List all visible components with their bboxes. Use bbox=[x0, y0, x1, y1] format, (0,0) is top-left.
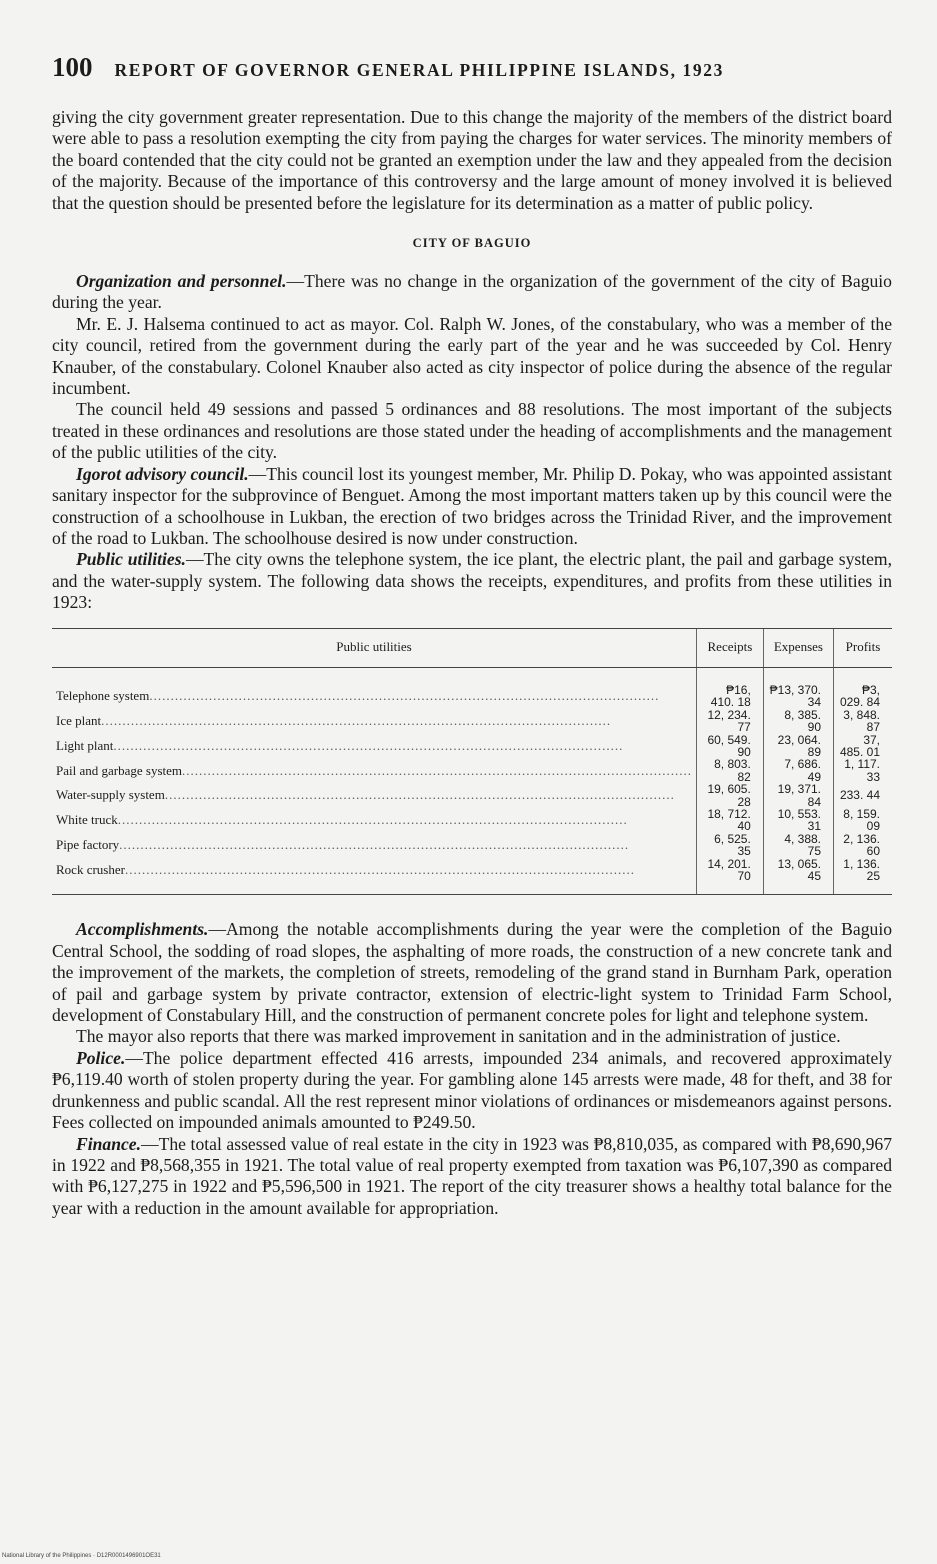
profits-cell: 1, 117. 33 bbox=[834, 758, 892, 783]
document-page bbox=[52, 52, 892, 1219]
utility-name bbox=[52, 758, 697, 783]
profits-cell: 2, 136. 60 bbox=[834, 833, 892, 858]
header-public-utilities: Public utilities bbox=[52, 628, 697, 667]
utility-name bbox=[52, 667, 697, 708]
running-head: REPORT OF GOVERNOR GENERAL PHILIPPINE ISLANDS, 1923 bbox=[114, 60, 724, 80]
utilities-lead: Public utilities. bbox=[76, 549, 186, 570]
profits-cell: 8, 159. 09 bbox=[834, 808, 892, 833]
table-row bbox=[52, 833, 892, 858]
leader-dots: ........................................................................................................................ bbox=[124, 861, 635, 877]
utility-name-text: White truck bbox=[56, 812, 118, 828]
table-row bbox=[52, 808, 892, 833]
header-receipts: Receipts bbox=[697, 628, 764, 667]
utility-name-text: Ice plant bbox=[56, 712, 102, 728]
profits-cell: 233. 44 bbox=[834, 783, 892, 808]
table-row bbox=[52, 734, 892, 759]
accomplishments-text: —Among the notable accomplishments during the year were the completion of the Baguio Central School, the sodding of road slopes, the asphalting of more roads, the construction of a new concrete tank and the improvement of the markets, the completion of streets, remodeling of the grand stand in Burnham Park, operation of pail and garbage system by private contractor, extension of electric-light system to Trinidad Farm School, development of Constabulary Hill, and the construction of permanent concrete poles for light and telephone system. bbox=[52, 919, 892, 1026]
receipts-cell: ₱16, 410. 18 bbox=[697, 667, 764, 708]
accomplishments-lead: Accomplishments. bbox=[76, 919, 209, 940]
leader-dots: ........................................................................................................................ bbox=[101, 712, 612, 728]
leader-dots: ........................................................................................................................ bbox=[117, 812, 628, 828]
page-header bbox=[52, 52, 892, 83]
table-header-row bbox=[52, 628, 892, 667]
organization-text: —There was no change in the organization of the government of the city of Baguio during the year. bbox=[52, 271, 892, 313]
table-row bbox=[52, 758, 892, 783]
expenses-cell: 10, 553. 31 bbox=[763, 808, 833, 833]
sanitation-paragraph: The mayor also reports that there was marked improvement in sanitation and in the administration of justice. bbox=[76, 1026, 841, 1047]
page-number: 100 bbox=[52, 52, 93, 82]
finance-paragraph bbox=[52, 1134, 892, 1220]
leader-dots: ........................................................................................................................ bbox=[113, 737, 624, 753]
expenses-cell: 8, 385. 90 bbox=[763, 709, 833, 734]
utility-name-text: Light plant bbox=[56, 737, 114, 753]
mayor-paragraph: Mr. E. J. Halsema continued to act as mayor. Col. Ralph W. Jones, of the constabulary, who was a member of the city council, retired from the government during the early part of the year and he was succeeded by Col. Henry Knauber, of the constabulary. Colonel Knauber also acted as city inspector of police during the absence of the regular incumbent. bbox=[52, 313, 892, 399]
finance-text: —The total assessed value of real estate in the city in 1923 was ₱8,810,035, as compared with ₱8,690,967 in 1922 and ₱8,568,355 in 1921. The total value of real property exempted from taxation was ₱6,107,390 as compared with ₱6,127,275 in 1922 and ₱5,596,500 in 1921. The report of the city treasurer shows a healthy total balance for the year with a reduction in the amount available for appropriation. bbox=[52, 1133, 892, 1218]
igorot-text: —This council lost its youngest member, Mr. Philip D. Pokay, who was appointed assistant sanitary inspector for the subprovince of Benguet. Among the most important matters taken up by this council were the construction of a schoolhouse in Lukban, the erection of two bridges across the Trinidad River, and the improvement of the road to Lukban. The schoolhouse desired is now under construction. bbox=[52, 463, 892, 548]
utility-name bbox=[52, 734, 697, 759]
police-text: —The police department effected 416 arrests, impounded 234 animals, and recovered approximately ₱6,119.40 worth of stolen property during the year. For gambling alone 145 arrests were made, 48 for theft, and 38 for drunkenness and public scandal. All the rest represent minor violations of ordinances or misdemeanors against persons. Fees collected on impounded animals amounted to ₱249.50. bbox=[52, 1047, 892, 1133]
receipts-cell: 14, 201. 70 bbox=[697, 858, 764, 895]
utilities-table-wrap bbox=[52, 628, 892, 896]
utility-name bbox=[52, 783, 697, 808]
leader-dots: ........................................................................................................................ bbox=[164, 787, 675, 803]
organization-lead: Organization and personnel. bbox=[76, 271, 287, 292]
receipts-cell: 18, 712. 40 bbox=[697, 808, 764, 833]
section-title: CITY OF BAGUIO bbox=[412, 236, 532, 251]
table-row bbox=[52, 667, 892, 708]
expenses-cell: 13, 065. 45 bbox=[763, 858, 833, 895]
intro-paragraph: giving the city government greater representation. Due to this change the majority of the members of the district board were able to pass a resolution exempting the city from paying the charges for water services. The minority members of the board contended that the city could not be granted an exemption under the law and they appealed from the decision of the majority. Because of the importance of this controversy and the large amount of money involved it is believed that the question should be presented before the legislature for its determination as a matter of public policy. bbox=[52, 107, 892, 213]
table-row bbox=[52, 709, 892, 734]
organization-paragraph bbox=[52, 271, 892, 314]
table-row bbox=[52, 783, 892, 808]
profits-cell: ₱3, 029. 84 bbox=[834, 667, 892, 708]
profits-cell: 1, 136. 25 bbox=[834, 858, 892, 895]
utility-name bbox=[52, 858, 697, 895]
leader-dots: ........................................................................................................................ bbox=[149, 688, 660, 704]
profits-cell: 3, 848. 87 bbox=[834, 709, 892, 734]
utility-name-text: Telephone system bbox=[56, 688, 150, 704]
accomplishments-paragraph bbox=[52, 919, 892, 1026]
receipts-cell: 60, 549. 90 bbox=[697, 734, 764, 759]
footer-note: National Library of the Philippines · D12R0001496901OE31 bbox=[2, 1553, 161, 1559]
utilities-paragraph bbox=[52, 549, 892, 613]
igorot-paragraph bbox=[52, 464, 892, 550]
police-paragraph bbox=[52, 1048, 892, 1134]
header-expenses: Expenses bbox=[763, 628, 833, 667]
expenses-cell: ₱13, 370. 34 bbox=[763, 667, 833, 708]
profits-cell: 37, 485. 01 bbox=[834, 734, 892, 759]
utility-name bbox=[52, 808, 697, 833]
police-lead: Police. bbox=[76, 1047, 126, 1068]
leader-dots: ........................................................................................................................ bbox=[182, 762, 692, 778]
finance-lead: Finance. bbox=[76, 1133, 142, 1154]
receipts-cell: 6, 525. 35 bbox=[697, 833, 764, 858]
utilities-text: —The city owns the telephone system, the ice plant, the electric plant, the pail and garbage system, and the water-supply system. The following data shows the receipts, expenditures, and profits from these utilities in 1923: bbox=[52, 549, 893, 613]
expenses-cell: 23, 064. 89 bbox=[763, 734, 833, 759]
receipts-cell: 12, 234. 77 bbox=[697, 709, 764, 734]
expenses-cell: 7, 686. 49 bbox=[763, 758, 833, 783]
utilities-table bbox=[52, 628, 892, 896]
utility-name-text: Pipe factory bbox=[56, 837, 120, 853]
council-paragraph: The council held 49 sessions and passed 5 ordinances and 88 resolutions. The most important of the subjects treated in these ordinances and resolutions are those stated under the heading of accomplishments and the management of the public utilities of the city. bbox=[52, 399, 892, 463]
expenses-cell: 4, 388. 75 bbox=[763, 833, 833, 858]
igorot-lead: Igorot advisory council. bbox=[76, 463, 249, 484]
utility-name bbox=[52, 833, 697, 858]
receipts-cell: 19, 605. 28 bbox=[697, 783, 764, 808]
utility-name-text: Water-supply system bbox=[56, 787, 165, 803]
receipts-cell: 8, 803. 82 bbox=[697, 758, 764, 783]
table-body bbox=[52, 667, 892, 895]
utility-name-text: Rock crusher bbox=[56, 861, 125, 877]
expenses-cell: 19, 371. 84 bbox=[763, 783, 833, 808]
leader-dots: ........................................................................................................................ bbox=[119, 837, 630, 853]
utility-name bbox=[52, 709, 697, 734]
table-row bbox=[52, 858, 892, 895]
header-profits: Profits bbox=[834, 628, 892, 667]
utility-name-text: Pail and garbage system bbox=[56, 762, 182, 778]
